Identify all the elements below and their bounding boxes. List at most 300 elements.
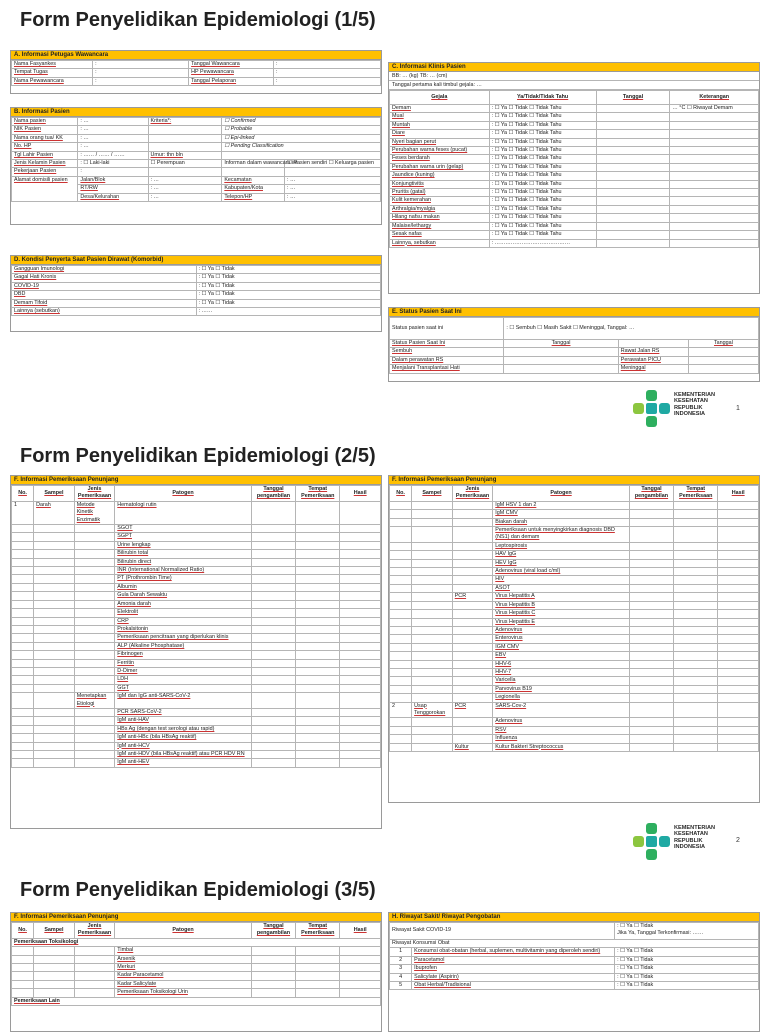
place-cell[interactable] (296, 567, 340, 575)
pathogen: Kadar Paracetamol (115, 972, 252, 980)
result-cell[interactable] (340, 617, 381, 625)
pathogen: RSV (493, 726, 630, 734)
date-cell[interactable] (251, 972, 295, 980)
place-cell[interactable] (296, 550, 340, 558)
result-cell[interactable] (340, 708, 381, 716)
place-cell[interactable] (296, 642, 340, 650)
column-header: Sampel (34, 486, 75, 502)
pemeriksaan-table-left (11, 485, 381, 768)
table-row (12, 759, 381, 767)
place-cell[interactable] (296, 725, 340, 733)
place-cell[interactable] (296, 525, 340, 533)
place-cell[interactable] (674, 601, 718, 609)
place-cell[interactable] (296, 558, 340, 566)
date-cell[interactable] (629, 726, 673, 734)
date-cell[interactable] (251, 609, 295, 617)
date-cell[interactable] (251, 525, 295, 533)
result-cell[interactable] (718, 677, 759, 685)
date-cell[interactable] (251, 684, 295, 692)
result-cell[interactable] (340, 742, 381, 750)
table-row (12, 299, 381, 307)
place-cell[interactable] (674, 743, 718, 751)
result-cell[interactable] (718, 743, 759, 751)
date-cell[interactable] (629, 652, 673, 660)
result-cell[interactable] (340, 533, 381, 541)
date-cell[interactable] (251, 575, 295, 583)
place-cell[interactable] (296, 575, 340, 583)
place-cell[interactable] (674, 584, 718, 592)
place-cell[interactable] (296, 742, 340, 750)
exam-type (452, 559, 493, 567)
date-cell[interactable] (251, 600, 295, 608)
gejala-choice: : ☐ Ya ☐ Tidak ☐ Tidak Tahu (489, 155, 596, 163)
result-cell[interactable] (340, 955, 381, 963)
pathogen: ASOT (493, 584, 630, 592)
result-cell[interactable] (340, 567, 381, 575)
date-cell[interactable] (251, 980, 295, 988)
place-cell[interactable] (296, 751, 340, 759)
place-cell[interactable] (296, 533, 340, 541)
covid-choice: : ☐ Ya ☐ Tidak (617, 923, 654, 929)
row-number (12, 708, 34, 716)
result-cell[interactable] (718, 527, 759, 543)
result-cell[interactable] (340, 989, 381, 997)
date-cell[interactable] (251, 989, 295, 997)
place-cell[interactable] (296, 501, 340, 524)
place-cell[interactable] (296, 667, 340, 675)
date-cell[interactable] (629, 610, 673, 618)
gejala-date (596, 222, 670, 230)
result-cell[interactable] (340, 972, 381, 980)
section-header: C. Informasi Klinis Pasien (389, 63, 759, 72)
result-cell[interactable] (718, 568, 759, 576)
gejala-date (596, 105, 670, 113)
table-row (12, 558, 381, 566)
field-cell: ☐ Epi-linked (222, 134, 381, 142)
result-cell[interactable] (340, 550, 381, 558)
row-number (12, 583, 34, 591)
date-cell[interactable] (251, 651, 295, 659)
result-cell[interactable] (718, 635, 759, 643)
gejala-name: Arthralgia/myalgia (390, 205, 490, 213)
place-cell[interactable] (674, 735, 718, 743)
pathogen: Virus Hepatitis E (493, 618, 630, 626)
date-cell[interactable] (629, 702, 673, 718)
exam-type (74, 659, 115, 667)
result-cell[interactable] (718, 551, 759, 559)
place-cell[interactable] (674, 618, 718, 626)
date-cell[interactable] (629, 501, 673, 509)
place-cell[interactable] (296, 659, 340, 667)
sample (34, 600, 75, 608)
pathogen: Kultur Bakteri Streptococcus (493, 743, 630, 751)
section-header: A. Informasi Petugas Wawancara (11, 51, 381, 60)
exam-type (452, 635, 493, 643)
place-cell[interactable] (674, 593, 718, 601)
result-cell[interactable] (340, 734, 381, 742)
place-cell[interactable] (296, 600, 340, 608)
gejala-choice: : ☐ Ya ☐ Tidak ☐ Tidak Tahu (489, 163, 596, 171)
place-cell[interactable] (296, 684, 340, 692)
place-cell[interactable] (296, 759, 340, 767)
place-cell[interactable] (674, 551, 718, 559)
row-number (12, 634, 34, 642)
date-cell[interactable] (629, 694, 673, 702)
table-row (12, 592, 381, 600)
date-cell[interactable] (629, 542, 673, 550)
result-cell[interactable] (718, 735, 759, 743)
date-cell[interactable] (251, 955, 295, 963)
place-cell[interactable] (674, 652, 718, 660)
sample (412, 643, 453, 651)
row-number (12, 558, 34, 566)
table-row (390, 197, 759, 205)
date-cell[interactable] (629, 584, 673, 592)
pathogen: Kadar Salicylate (115, 980, 252, 988)
date-cell[interactable] (251, 717, 295, 725)
field-cell: : ☐ Laki-laki (78, 160, 148, 168)
date-cell[interactable] (251, 742, 295, 750)
date-cell[interactable] (629, 735, 673, 743)
column-header: Tempat Pemeriksaan (296, 486, 340, 502)
sample (34, 651, 75, 659)
place-cell[interactable] (296, 609, 340, 617)
result-cell[interactable] (340, 725, 381, 733)
pathogen: HHV-7 (493, 668, 630, 676)
result-cell[interactable] (340, 684, 381, 692)
place-cell[interactable] (296, 972, 340, 980)
result-cell[interactable] (340, 634, 381, 642)
result-cell[interactable] (718, 718, 759, 726)
column-header: Hasil (340, 923, 381, 939)
result-cell[interactable] (340, 659, 381, 667)
place-cell[interactable] (296, 947, 340, 955)
date-cell[interactable] (251, 947, 295, 955)
table-row (12, 980, 381, 988)
place-cell[interactable] (674, 527, 718, 543)
date-cell[interactable] (629, 568, 673, 576)
result-cell[interactable] (718, 618, 759, 626)
date-cell[interactable] (251, 659, 295, 667)
date-cell[interactable] (629, 576, 673, 584)
result-cell[interactable] (718, 726, 759, 734)
place-cell[interactable] (674, 610, 718, 618)
date-cell[interactable] (251, 558, 295, 566)
field-cell: Tgl Lahir Pasien (12, 151, 78, 159)
column-header: Keterangan (670, 91, 759, 105)
column-header (618, 340, 688, 348)
place-cell[interactable] (674, 635, 718, 643)
date-cell[interactable] (629, 660, 673, 668)
table-row (390, 365, 759, 373)
place-cell[interactable] (296, 651, 340, 659)
place-cell[interactable] (296, 717, 340, 725)
exam-type (74, 734, 115, 742)
sample (412, 618, 453, 626)
table-row (12, 533, 381, 541)
panel-pemeriksaan-penunjang-right (388, 475, 760, 803)
result-cell[interactable] (340, 751, 381, 759)
gejala-name: Lainnya, sebutkan (390, 239, 490, 247)
place-cell[interactable] (296, 989, 340, 997)
sample (412, 743, 453, 751)
place-cell[interactable] (674, 510, 718, 518)
result-cell[interactable] (718, 542, 759, 550)
result-cell[interactable] (340, 651, 381, 659)
date-cell[interactable] (251, 751, 295, 759)
date-cell[interactable] (629, 668, 673, 676)
table-row (390, 694, 759, 702)
result-cell[interactable] (340, 759, 381, 767)
date-cell[interactable] (251, 550, 295, 558)
result-cell[interactable] (340, 625, 381, 633)
date-cell[interactable] (629, 593, 673, 601)
field-cell: Kecamatan (222, 176, 285, 184)
result-cell[interactable] (340, 642, 381, 650)
gejala-date (596, 189, 670, 197)
place-cell[interactable] (674, 518, 718, 526)
sample (412, 635, 453, 643)
pasien-table (11, 117, 381, 202)
date-cell[interactable] (251, 759, 295, 767)
date-cell[interactable] (629, 635, 673, 643)
table-row (12, 168, 381, 176)
date-cell[interactable] (251, 592, 295, 600)
pathogen: Arsenik (115, 955, 252, 963)
result-cell[interactable] (718, 576, 759, 584)
date-cell[interactable] (629, 626, 673, 634)
sample (412, 576, 453, 584)
table-row (390, 635, 759, 643)
result-cell[interactable] (718, 510, 759, 518)
place-cell[interactable] (674, 685, 718, 693)
exam-type (74, 592, 115, 600)
exam-type (74, 600, 115, 608)
result-cell[interactable] (718, 601, 759, 609)
result-cell[interactable] (718, 610, 759, 618)
status-value: : ☐ Sembuh ☐ Masih Sakit ☐ Meninggal, Tanggal: … (504, 318, 759, 340)
row-number (12, 651, 34, 659)
result-cell[interactable] (340, 558, 381, 566)
exam-type (452, 652, 493, 660)
date-cell[interactable] (251, 567, 295, 575)
table-row (12, 550, 381, 558)
petugas-table (11, 60, 381, 86)
column-header: Tanggal (504, 340, 618, 348)
place-cell[interactable] (674, 660, 718, 668)
date-cell[interactable] (251, 676, 295, 684)
result-cell[interactable] (340, 525, 381, 533)
result-cell[interactable] (340, 980, 381, 988)
place-cell[interactable] (674, 702, 718, 718)
place-cell[interactable] (296, 693, 340, 709)
sample (412, 501, 453, 509)
date-cell[interactable] (629, 551, 673, 559)
result-cell[interactable] (718, 668, 759, 676)
table-row (390, 568, 759, 576)
place-cell[interactable] (296, 708, 340, 716)
komorbid-table (11, 265, 381, 316)
table-row (12, 717, 381, 725)
result-cell[interactable] (340, 676, 381, 684)
date-cell[interactable] (629, 559, 673, 567)
field-cell: Desa/Kelurahan (78, 193, 148, 201)
result-cell[interactable] (718, 643, 759, 651)
result-cell[interactable] (718, 652, 759, 660)
result-cell[interactable] (718, 559, 759, 567)
result-cell[interactable] (340, 575, 381, 583)
pathogen: PCR SARS-CoV-2 (115, 708, 252, 716)
date-cell[interactable] (251, 725, 295, 733)
status-cell: Meninggal (618, 365, 688, 373)
place-cell[interactable] (674, 677, 718, 685)
place-cell[interactable] (674, 726, 718, 734)
gejala-name: Pruritis (gatal) (390, 189, 490, 197)
date-cell[interactable] (251, 734, 295, 742)
date-cell[interactable] (629, 527, 673, 543)
logo-text (674, 825, 715, 851)
date-cell[interactable] (251, 964, 295, 972)
table-row (390, 593, 759, 601)
logo-mark-icon (632, 389, 672, 429)
place-cell[interactable] (674, 643, 718, 651)
date-cell[interactable] (251, 634, 295, 642)
table-row (12, 651, 381, 659)
pathogen: Enterovirus (493, 635, 630, 643)
field-cell: ☐ Pending Classification (222, 143, 381, 151)
result-cell[interactable] (718, 660, 759, 668)
place-cell[interactable] (674, 576, 718, 584)
date-cell[interactable] (629, 743, 673, 751)
row-number (390, 510, 412, 518)
date-cell[interactable] (251, 541, 295, 549)
place-cell[interactable] (296, 964, 340, 972)
place-cell[interactable] (674, 668, 718, 676)
sample (412, 652, 453, 660)
field-cell: : … (148, 193, 222, 201)
table-row (390, 121, 759, 129)
place-cell[interactable] (296, 955, 340, 963)
date-cell[interactable] (629, 510, 673, 518)
place-cell[interactable] (296, 583, 340, 591)
exam-type (452, 501, 493, 509)
date-cell[interactable] (251, 693, 295, 709)
place-cell[interactable] (296, 734, 340, 742)
table-row (390, 726, 759, 734)
date-cell[interactable] (251, 533, 295, 541)
result-cell[interactable] (340, 964, 381, 972)
place-cell[interactable] (296, 625, 340, 633)
result-cell[interactable] (718, 584, 759, 592)
row-number (390, 694, 412, 702)
komorbid-choice: : ☐ Ya ☐ Tidak (196, 299, 381, 307)
date-cell[interactable] (629, 718, 673, 726)
date-cell[interactable] (629, 685, 673, 693)
table-row (390, 743, 759, 751)
place-cell[interactable] (296, 617, 340, 625)
sample (34, 742, 75, 750)
place-cell[interactable] (674, 568, 718, 576)
field-cell: : … (285, 185, 381, 193)
exam-type (74, 717, 115, 725)
gejala-name: Feses berdarah (390, 155, 490, 163)
result-cell[interactable] (718, 685, 759, 693)
row-number: 1 (390, 948, 412, 956)
result-cell[interactable] (718, 593, 759, 601)
gejala-choice: : ☐ Ya ☐ Tidak ☐ Tidak Tahu (489, 172, 596, 180)
date-cell[interactable] (629, 601, 673, 609)
result-cell[interactable] (340, 609, 381, 617)
place-cell[interactable] (296, 980, 340, 988)
place-cell[interactable] (296, 676, 340, 684)
gejala-date (596, 239, 670, 247)
column-header: Tempat Pemeriksaan (674, 486, 718, 502)
result-cell[interactable] (340, 667, 381, 675)
panel-komorbid (10, 255, 382, 332)
result-cell[interactable] (340, 717, 381, 725)
place-cell[interactable] (296, 634, 340, 642)
exam-type (74, 725, 115, 733)
field-cell (148, 143, 222, 151)
row-number (12, 667, 34, 675)
date-cell[interactable] (251, 501, 295, 524)
gejala-name: Perubahan warna feses (pucat) (390, 147, 490, 155)
place-cell[interactable] (674, 694, 718, 702)
result-cell[interactable] (718, 694, 759, 702)
date-cell[interactable] (251, 667, 295, 675)
date-cell[interactable] (629, 643, 673, 651)
place-cell[interactable] (296, 592, 340, 600)
date-cell[interactable] (251, 583, 295, 591)
result-cell[interactable] (718, 518, 759, 526)
exam-type (452, 668, 493, 676)
result-cell[interactable] (340, 600, 381, 608)
date-cell[interactable] (629, 677, 673, 685)
result-cell[interactable] (718, 501, 759, 509)
place-cell[interactable] (674, 559, 718, 567)
sample (412, 660, 453, 668)
result-cell[interactable] (340, 947, 381, 955)
row-number: 3 (390, 965, 412, 973)
result-cell[interactable] (718, 626, 759, 634)
result-cell[interactable] (340, 693, 381, 709)
logo-line: INDONESIA (674, 844, 706, 851)
place-cell[interactable] (674, 718, 718, 726)
place-cell[interactable] (674, 542, 718, 550)
result-cell[interactable] (340, 583, 381, 591)
table-row (390, 231, 759, 239)
row-number (390, 542, 412, 550)
result-cell[interactable] (340, 541, 381, 549)
date-cell[interactable] (629, 618, 673, 626)
place-cell[interactable] (296, 541, 340, 549)
place-cell[interactable] (674, 501, 718, 509)
result-cell[interactable] (718, 702, 759, 718)
result-cell[interactable] (340, 501, 381, 524)
empty-cell (34, 980, 75, 988)
table-row (390, 626, 759, 634)
table-row (390, 155, 759, 163)
date-cell[interactable] (251, 625, 295, 633)
sample (34, 533, 75, 541)
date-cell[interactable] (251, 642, 295, 650)
date-cell[interactable] (251, 708, 295, 716)
page-number: 1 (736, 405, 740, 412)
date-cell[interactable] (251, 617, 295, 625)
place-cell[interactable] (674, 626, 718, 634)
date-cell[interactable] (629, 518, 673, 526)
result-cell[interactable] (340, 592, 381, 600)
